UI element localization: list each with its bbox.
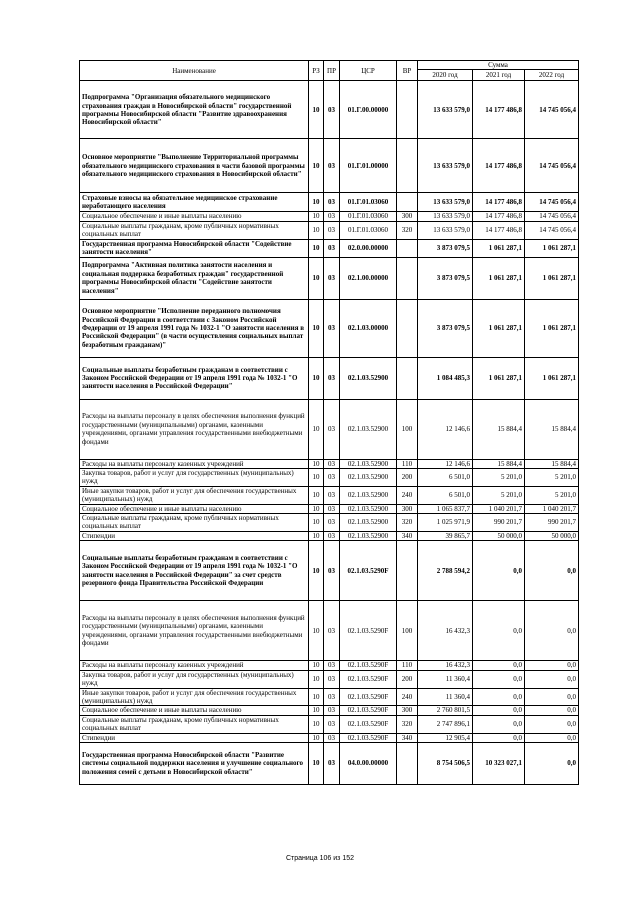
cell-csr: 01.Г.01.03060	[340, 221, 397, 239]
cell-2020: 11 360,4	[418, 688, 473, 706]
cell-2021: 0,0	[473, 733, 525, 742]
page-number: Страница 106 из 152	[285, 855, 355, 862]
cell-2021: 0,0	[473, 715, 525, 733]
cell-rz: 10	[309, 399, 324, 459]
cell-name: Социальные выплаты гражданам, кроме публичных нормативных социальных выплат	[80, 715, 309, 733]
cell-rz: 10	[309, 715, 324, 733]
cell-pr: 03	[324, 139, 340, 193]
table-row	[80, 733, 579, 742]
cell-pr: 03	[324, 661, 340, 670]
cell-2020: 1 065 837,7	[418, 504, 473, 513]
cell-vr	[397, 193, 418, 212]
header-rz: РЗ	[309, 61, 324, 81]
cell-2020: 16 432,3	[418, 601, 473, 661]
cell-pr: 03	[324, 299, 340, 357]
table-row	[80, 514, 579, 532]
cell-2020: 12 905,4	[418, 733, 473, 742]
header-year-2021: 2021 год	[473, 70, 525, 81]
cell-csr: 02.1.03.52900	[340, 357, 397, 399]
cell-vr: 300	[397, 706, 418, 715]
table-row	[80, 670, 579, 688]
cell-2022: 0,0	[525, 661, 579, 670]
cell-vr: 340	[397, 531, 418, 540]
cell-rz: 10	[309, 486, 324, 504]
cell-name: Основное мероприятие "Исполнение переданного полномочия Российской Федерации в соответствии с Законом Российской Федерации от 19 апреля 1991 года № 1032-1 "О занятости населения в Российской Федерации" (в части осуществления социальных выплат безработным гражданам)"	[80, 299, 309, 357]
table-body	[80, 81, 579, 785]
cell-rz: 10	[309, 459, 324, 468]
table-row	[80, 601, 579, 661]
cell-vr: 200	[397, 670, 418, 688]
cell-2021: 50 000,0	[473, 531, 525, 540]
table-row	[80, 531, 579, 540]
cell-rz: 10	[309, 514, 324, 532]
cell-rz: 10	[309, 221, 324, 239]
cell-vr: 320	[397, 715, 418, 733]
cell-2022: 1 061 287,1	[525, 239, 579, 257]
cell-csr: 02.1.03.5290F	[340, 661, 397, 670]
cell-rz: 10	[309, 81, 324, 139]
cell-2020: 6 501,0	[418, 486, 473, 504]
cell-vr: 320	[397, 221, 418, 239]
cell-csr: 02.0.00.00000	[340, 239, 397, 257]
table-row	[80, 239, 579, 257]
cell-2022: 14 745 056,4	[525, 139, 579, 193]
cell-pr: 03	[324, 469, 340, 487]
cell-2021: 15 884,4	[473, 399, 525, 459]
cell-vr	[397, 299, 418, 357]
cell-name: Страховые взносы на обязательное медицинское страхование неработающего населения	[80, 193, 309, 212]
cell-2021: 14 177 486,8	[473, 212, 525, 221]
cell-csr: 02.1.00.00000	[340, 257, 397, 299]
cell-rz: 10	[309, 601, 324, 661]
cell-rz: 10	[309, 670, 324, 688]
cell-2022: 1 061 287,1	[525, 257, 579, 299]
cell-pr: 03	[324, 670, 340, 688]
cell-csr: 04.0.00.00000	[340, 742, 397, 784]
cell-csr: 02.1.03.52900	[340, 399, 397, 459]
header-year-2020: 2020 год	[418, 70, 473, 81]
cell-pr: 03	[324, 541, 340, 601]
cell-2022: 14 745 056,4	[525, 212, 579, 221]
cell-vr	[397, 81, 418, 139]
table-row	[80, 486, 579, 504]
cell-name: Подпрограмма "Активная политика занятости населения и социальная поддержка безработных граждан" государственной программы Новосибирской области "Содействие занятости населения"	[80, 257, 309, 299]
table-row	[80, 706, 579, 715]
header-sum: Сумма	[418, 61, 579, 70]
table-row	[80, 742, 579, 784]
cell-rz: 10	[309, 541, 324, 601]
cell-2021: 5 201,0	[473, 486, 525, 504]
table-row	[80, 193, 579, 212]
cell-vr: 240	[397, 688, 418, 706]
cell-name: Социальные выплаты гражданам, кроме публичных нормативных социальных выплат	[80, 221, 309, 239]
cell-name: Социальные выплаты безработным гражданам в соответствии с Законом Российской Федерации от 19 апреля 1991 года № 1032-1 "О занятости населения в Российской Федерации" за счет средств резервного фонда Правительства Российской Федерации	[80, 541, 309, 601]
cell-2022: 0,0	[525, 601, 579, 661]
cell-pr: 03	[324, 733, 340, 742]
cell-pr: 03	[324, 601, 340, 661]
cell-pr: 03	[324, 706, 340, 715]
cell-pr: 03	[324, 715, 340, 733]
cell-2021: 5 201,0	[473, 469, 525, 487]
cell-2021: 15 884,4	[473, 459, 525, 468]
cell-2020: 1 084 485,3	[418, 357, 473, 399]
cell-csr: 02.1.03.52900	[340, 514, 397, 532]
cell-pr: 03	[324, 239, 340, 257]
cell-csr: 02.1.03.52900	[340, 469, 397, 487]
cell-csr: 01.Г.00.00000	[340, 81, 397, 139]
cell-2022: 0,0	[525, 715, 579, 733]
cell-rz: 10	[309, 193, 324, 212]
cell-pr: 03	[324, 486, 340, 504]
cell-2021: 14 177 486,8	[473, 193, 525, 212]
cell-vr	[397, 139, 418, 193]
cell-csr: 01.Г.01.03060	[340, 193, 397, 212]
table-row	[80, 688, 579, 706]
cell-2021: 0,0	[473, 670, 525, 688]
table-row	[80, 661, 579, 670]
cell-2021: 1 061 287,1	[473, 257, 525, 299]
header-name: Наименование	[80, 61, 309, 81]
cell-2020: 2 760 801,5	[418, 706, 473, 715]
table-row	[80, 139, 579, 193]
cell-name: Расходы на выплаты персоналу в целях обеспечения выполнения функций государственными (муниципальными) органами, казенными учреждениями, органами управления государственными внебюджетными фондами	[80, 399, 309, 459]
table-row	[80, 399, 579, 459]
cell-2020: 11 360,4	[418, 670, 473, 688]
cell-2021: 10 323 027,1	[473, 742, 525, 784]
cell-pr: 03	[324, 257, 340, 299]
cell-2021: 14 177 486,8	[473, 81, 525, 139]
cell-rz: 10	[309, 706, 324, 715]
cell-pr: 03	[324, 531, 340, 540]
cell-csr: 02.1.03.5290F	[340, 733, 397, 742]
cell-rz: 10	[309, 688, 324, 706]
cell-2020: 3 873 079,5	[418, 239, 473, 257]
cell-2022: 0,0	[525, 733, 579, 742]
table-row	[80, 459, 579, 468]
cell-csr: 02.1.03.5290F	[340, 706, 397, 715]
cell-vr: 340	[397, 733, 418, 742]
cell-name: Расходы на выплаты персоналу казенных учреждений	[80, 459, 309, 468]
cell-pr: 03	[324, 357, 340, 399]
cell-pr: 03	[324, 81, 340, 139]
table-row	[80, 541, 579, 601]
cell-name: Основное мероприятие "Выполнение Территориальной программы обязательного медицинского страхования в части базовой программы обязательного медицинского страхования в Новосибирской области"	[80, 139, 309, 193]
table-row	[80, 504, 579, 513]
cell-2020: 12 146,6	[418, 459, 473, 468]
cell-vr: 100	[397, 399, 418, 459]
cell-name: Государственная программа Новосибирской области "Развитие системы социальной поддержки населения и улучшение социального положения семей с детьми в Новосибирской области"	[80, 742, 309, 784]
cell-vr	[397, 257, 418, 299]
cell-name: Социальные выплаты гражданам, кроме публичных нормативных социальных выплат	[80, 514, 309, 532]
cell-2022: 15 884,4	[525, 459, 579, 468]
header-csr: ЦСР	[340, 61, 397, 81]
cell-2022: 0,0	[525, 706, 579, 715]
cell-vr: 300	[397, 212, 418, 221]
cell-rz: 10	[309, 531, 324, 540]
table-row	[80, 221, 579, 239]
table-row	[80, 257, 579, 299]
cell-name: Подпрограмма "Организация обязательного медицинского страхования граждан в Новосибирской области" государственной программы Новосибирской области "Развитие здравоохранения Новосибирской области"	[80, 81, 309, 139]
cell-2022: 5 201,0	[525, 486, 579, 504]
cell-2021: 0,0	[473, 706, 525, 715]
cell-2021: 14 177 486,8	[473, 221, 525, 239]
cell-2021: 1 040 201,7	[473, 504, 525, 513]
cell-name: Закупка товаров, работ и услуг для государственных (муниципальных) нужд	[80, 670, 309, 688]
cell-name: Расходы на выплаты персоналу в целях обеспечения выполнения функций государственными (муниципальными) органами, казенными учреждениями, органами управления государственными внебюджетными фондами	[80, 601, 309, 661]
cell-2020: 13 633 579,0	[418, 212, 473, 221]
cell-pr: 03	[324, 193, 340, 212]
cell-pr: 03	[324, 399, 340, 459]
cell-2020: 8 754 506,5	[418, 742, 473, 784]
cell-2022: 14 745 056,4	[525, 193, 579, 212]
cell-vr	[397, 742, 418, 784]
cell-name: Стипендии	[80, 531, 309, 540]
table-row	[80, 81, 579, 139]
cell-csr: 02.1.03.5290F	[340, 670, 397, 688]
cell-vr	[397, 239, 418, 257]
cell-csr: 02.1.03.52900	[340, 459, 397, 468]
cell-rz: 10	[309, 733, 324, 742]
cell-2020: 16 432,3	[418, 661, 473, 670]
cell-name: Социальное обеспечение и иные выплаты населению	[80, 706, 309, 715]
cell-csr: 02.1.03.52900	[340, 504, 397, 513]
cell-2020: 1 025 971,9	[418, 514, 473, 532]
cell-csr: 02.1.03.5290F	[340, 715, 397, 733]
cell-2022: 0,0	[525, 670, 579, 688]
cell-pr: 03	[324, 459, 340, 468]
cell-rz: 10	[309, 469, 324, 487]
cell-rz: 10	[309, 357, 324, 399]
cell-rz: 10	[309, 212, 324, 221]
cell-name: Социальное обеспечение и иные выплаты населению	[80, 504, 309, 513]
cell-2020: 12 146,6	[418, 399, 473, 459]
cell-2020: 13 633 579,0	[418, 139, 473, 193]
cell-2022: 1 061 287,1	[525, 299, 579, 357]
cell-csr: 02.1.03.52900	[340, 486, 397, 504]
cell-2020: 13 633 579,0	[418, 81, 473, 139]
cell-2022: 14 745 056,4	[525, 81, 579, 139]
cell-2020: 13 633 579,0	[418, 193, 473, 212]
cell-2022: 1 040 201,7	[525, 504, 579, 513]
cell-pr: 03	[324, 742, 340, 784]
cell-2021: 0,0	[473, 601, 525, 661]
cell-2022: 14 745 056,4	[525, 221, 579, 239]
cell-rz: 10	[309, 299, 324, 357]
table-row	[80, 212, 579, 221]
cell-vr: 320	[397, 514, 418, 532]
cell-2021: 14 177 486,8	[473, 139, 525, 193]
cell-2020: 13 633 579,0	[418, 221, 473, 239]
cell-name: Социальные выплаты безработным гражданам в соответствии с Законом Российской Федерации от 19 апреля 1991 года № 1032-1 "О занятости населения в Российской Федерации"	[80, 357, 309, 399]
cell-rz: 10	[309, 239, 324, 257]
budget-table	[79, 60, 579, 785]
cell-vr	[397, 541, 418, 601]
cell-csr: 02.1.03.5290F	[340, 541, 397, 601]
cell-2022: 50 000,0	[525, 531, 579, 540]
cell-name: Иные закупки товаров, работ и услуг для обеспечения государственных (муниципальных) нужд	[80, 688, 309, 706]
cell-2021: 0,0	[473, 661, 525, 670]
cell-name: Иные закупки товаров, работ и услуг для обеспечения государственных (муниципальных) нужд	[80, 486, 309, 504]
cell-csr: 02.1.03.52900	[340, 531, 397, 540]
cell-rz: 10	[309, 139, 324, 193]
cell-2021: 0,0	[473, 688, 525, 706]
cell-vr	[397, 357, 418, 399]
cell-2022: 15 884,4	[525, 399, 579, 459]
cell-vr: 300	[397, 504, 418, 513]
cell-name: Государственная программа Новосибирской области "Содействие занятости населения"	[80, 239, 309, 257]
cell-2021: 990 201,7	[473, 514, 525, 532]
cell-2022: 0,0	[525, 688, 579, 706]
cell-csr: 01.Г.01.03060	[340, 212, 397, 221]
cell-pr: 03	[324, 221, 340, 239]
cell-pr: 03	[324, 212, 340, 221]
cell-rz: 10	[309, 661, 324, 670]
cell-2020: 2 788 594,2	[418, 541, 473, 601]
cell-2022: 5 201,0	[525, 469, 579, 487]
cell-2022: 1 061 287,1	[525, 357, 579, 399]
cell-rz: 10	[309, 742, 324, 784]
cell-name: Социальное обеспечение и иные выплаты населению	[80, 212, 309, 221]
cell-pr: 03	[324, 688, 340, 706]
cell-pr: 03	[324, 514, 340, 532]
cell-vr: 110	[397, 459, 418, 468]
cell-rz: 10	[309, 257, 324, 299]
cell-2021: 0,0	[473, 541, 525, 601]
cell-2020: 3 873 079,5	[418, 299, 473, 357]
cell-2022: 0,0	[525, 541, 579, 601]
cell-vr: 240	[397, 486, 418, 504]
table-row	[80, 357, 579, 399]
cell-name: Стипендии	[80, 733, 309, 742]
cell-csr: 01.Г.01.00000	[340, 139, 397, 193]
cell-2022: 0,0	[525, 742, 579, 784]
header-year-2022: 2022 год	[525, 70, 579, 81]
cell-name: Закупка товаров, работ и услуг для государственных (муниципальных) нужд	[80, 469, 309, 487]
cell-2021: 1 061 287,1	[473, 299, 525, 357]
table-row	[80, 715, 579, 733]
cell-csr: 02.1.03.00000	[340, 299, 397, 357]
table-row	[80, 469, 579, 487]
header-pr: ПР	[324, 61, 340, 81]
table-row	[80, 299, 579, 357]
cell-name: Расходы на выплаты персоналу казенных учреждений	[80, 661, 309, 670]
cell-2020: 3 873 079,5	[418, 257, 473, 299]
cell-pr: 03	[324, 504, 340, 513]
cell-2020: 39 865,7	[418, 531, 473, 540]
cell-vr: 100	[397, 601, 418, 661]
cell-2021: 1 061 287,1	[473, 239, 525, 257]
cell-vr: 110	[397, 661, 418, 670]
header-vr: ВР	[397, 61, 418, 81]
cell-vr: 200	[397, 469, 418, 487]
cell-csr: 02.1.03.5290F	[340, 601, 397, 661]
cell-2020: 2 747 896,1	[418, 715, 473, 733]
cell-rz: 10	[309, 504, 324, 513]
cell-2020: 6 501,0	[418, 469, 473, 487]
cell-csr: 02.1.03.5290F	[340, 688, 397, 706]
cell-2021: 1 061 287,1	[473, 357, 525, 399]
cell-2022: 990 201,7	[525, 514, 579, 532]
